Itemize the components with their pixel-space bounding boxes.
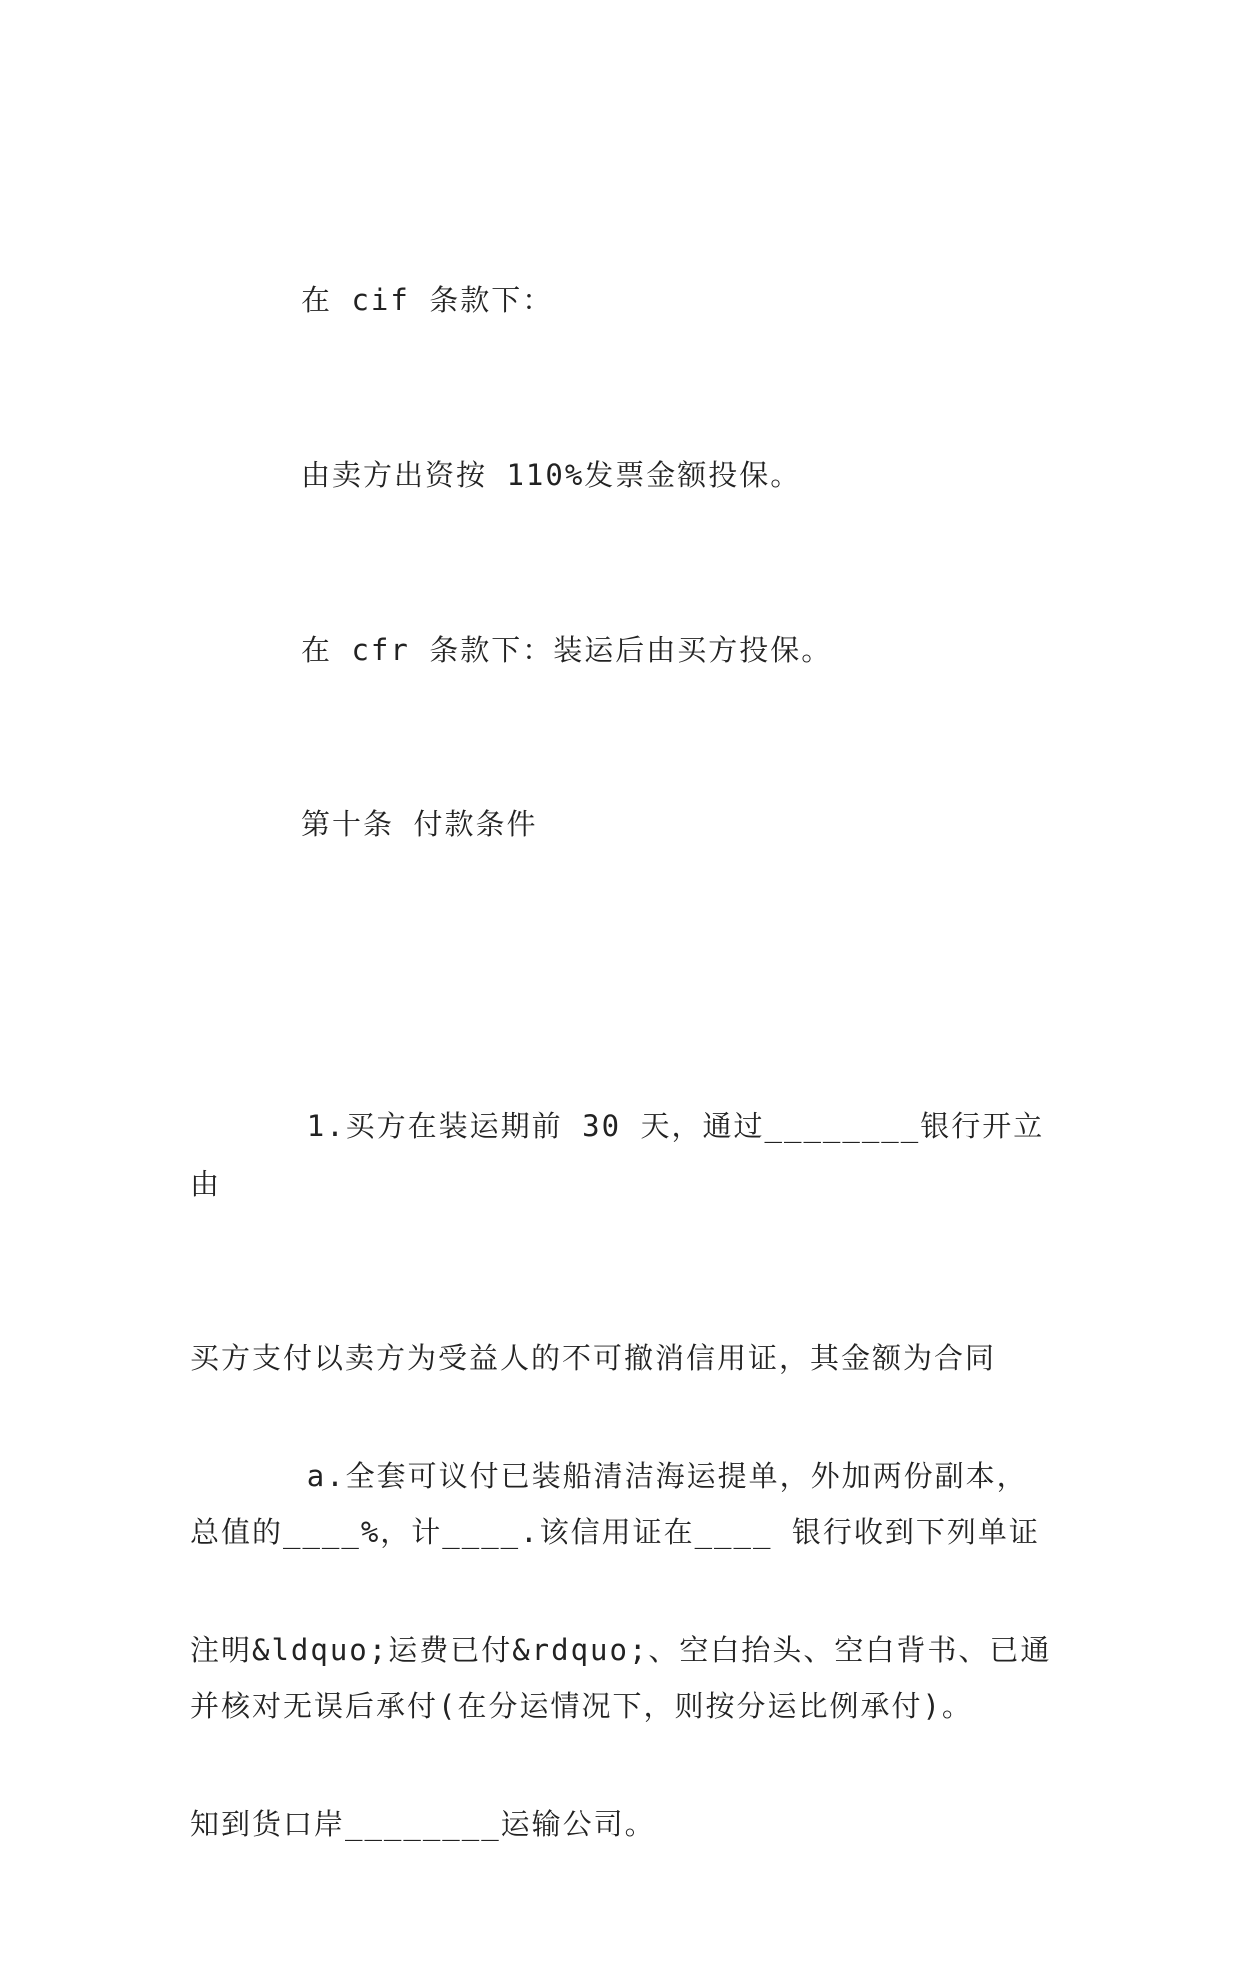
paragraph-insurance-cif: 由卖方出资按 110%发票金额投保。 (301, 458, 802, 492)
clause-a-line: a.全套可议付已装船清洁海运提单，外加两份副本， (190, 1459, 1028, 1493)
clause-a-line: 注明&ldquo;运费已付&rdquo;、空白抬头、空白背书、已通 (190, 1633, 1052, 1667)
clause-a-line: 知到货口岸________运输公司。 (190, 1807, 656, 1841)
clause-1-line: 1.买方在装运期前 30 天，通过________银行开立由 (190, 1109, 1045, 1201)
clause-1-line: 总值的____%，计____.该信用证在____ 银行收到下列单证 (190, 1515, 1040, 1549)
clause-a-bill-of-lading (190, 1331, 1060, 1969)
clause-1-line: 买方支付以卖方为受益人的不可撤消信用证，其金额为合同 (190, 1341, 997, 1375)
section-heading-payment-terms: 第十条 付款条件 (301, 807, 538, 841)
clause-1-line: 并核对无误后承付(在分运情况下，则按分运比例承付)。 (190, 1689, 973, 1723)
paragraph-cif-terms: 在 cif 条款下： (301, 283, 554, 317)
paragraph-insurance-cfr: 在 cfr 条款下：装运后由买方投保。 (301, 633, 833, 667)
